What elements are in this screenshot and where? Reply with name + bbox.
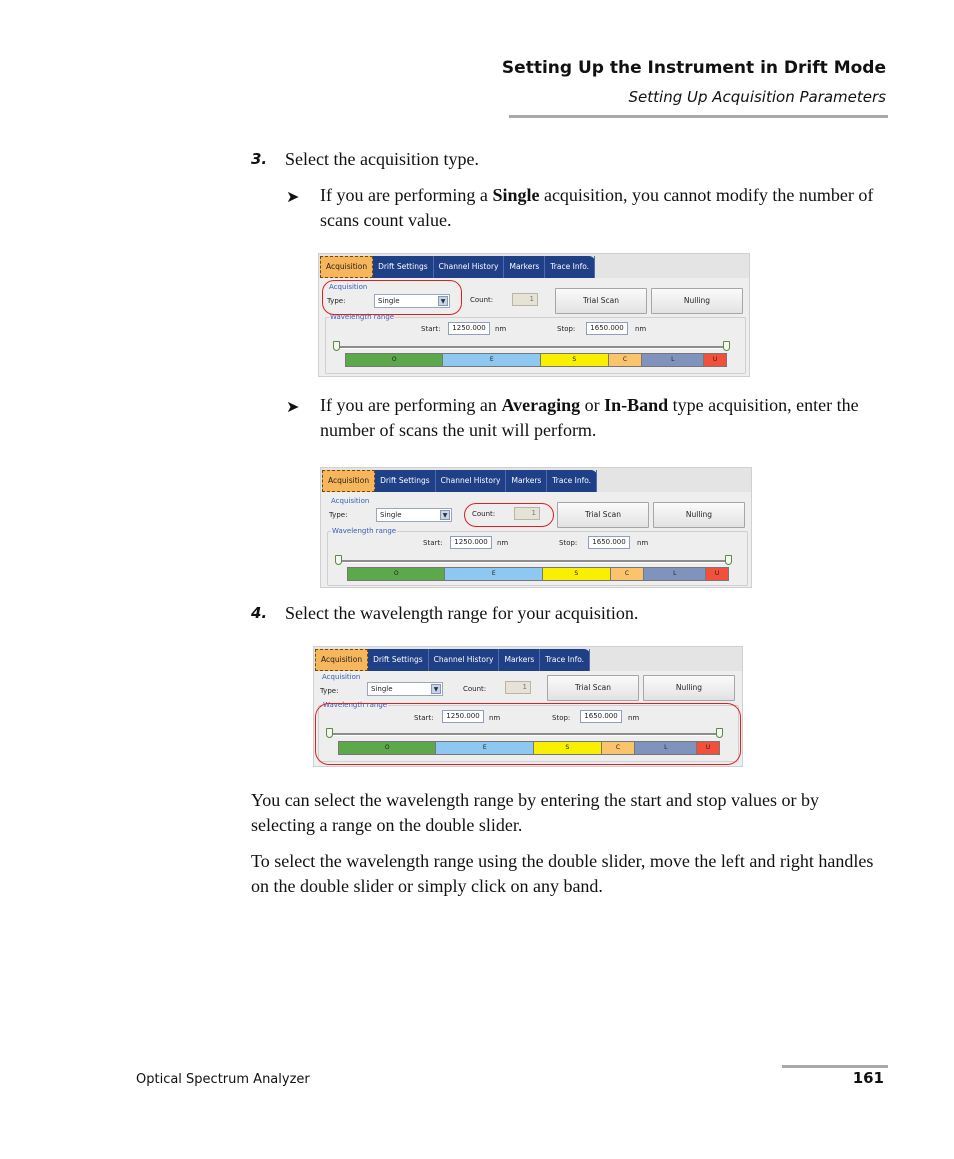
type-label: Type: [327, 297, 346, 305]
tab-markers[interactable]: Markers [499, 649, 540, 671]
band-o[interactable]: O [346, 354, 443, 366]
start-input[interactable]: 1250.000 [448, 322, 490, 335]
band-e[interactable]: E [443, 354, 540, 366]
tab-drift-settings[interactable]: Drift Settings [373, 256, 434, 278]
paragraph-range-methods: You can select the wavelength range by entering the start and stop values or by selecting a range on the double slider. [251, 790, 820, 835]
band-s[interactable]: S [534, 742, 602, 754]
stop-label: Stop: [557, 325, 576, 333]
type-select[interactable]: Single ▼ [376, 508, 452, 522]
slider-right-handle[interactable] [723, 341, 730, 351]
acquisition-group-label: Acquisition [329, 283, 368, 291]
tab-acquisition[interactable]: Acquisition [320, 256, 373, 278]
tab-acquisition[interactable]: Acquisition [322, 470, 375, 492]
tab-drift-settings[interactable]: Drift Settings [368, 649, 429, 671]
tab-acquisition[interactable]: Acquisition [315, 649, 368, 671]
running-header-subtitle: Setting Up Acquisition Parameters [628, 88, 886, 106]
band-bar[interactable] [345, 353, 727, 367]
stop-input[interactable]: 1650.000 [588, 536, 630, 549]
wavelength-group-label: Wavelength range [323, 701, 388, 709]
band-o[interactable]: O [348, 568, 445, 580]
count-label: Count: [470, 296, 494, 304]
start-unit: nm [489, 714, 501, 722]
start-label: Start: [414, 714, 434, 722]
footer-rule [782, 1065, 888, 1068]
screenshot-wavelength-range [313, 646, 743, 767]
stop-input[interactable]: 1650.000 [580, 710, 622, 723]
step-3-text: Select the acquisition type. [285, 149, 479, 169]
step-4-text: Select the wavelength range for your acquisition. [285, 603, 639, 623]
nulling-button[interactable]: Nulling [651, 288, 743, 314]
step-3-number: 3. [251, 150, 268, 168]
trial-scan-button[interactable]: Trial Scan [547, 675, 639, 701]
stop-label: Stop: [552, 714, 571, 722]
tab-trace-info[interactable]: Trace Info. [547, 470, 597, 492]
tab-bar [322, 470, 597, 492]
count-field[interactable]: 1 [514, 507, 540, 520]
slider-track[interactable] [339, 560, 729, 563]
bullet-single: If you are performing a Single acquisition, you cannot modify the number of scans count value. [320, 185, 874, 230]
start-label: Start: [421, 325, 441, 333]
running-header-title: Setting Up the Instrument in Drift Mode [501, 58, 886, 78]
tab-trace-info[interactable]: Trace Info. [545, 256, 595, 278]
band-e[interactable]: E [436, 742, 533, 754]
paragraph-double-slider: To select the wavelength range using the double slider, move the left and right handles on the double slider or simply click on any band. [251, 851, 874, 896]
band-l[interactable]: L [644, 568, 706, 580]
acquisition-group-label: Acquisition [322, 673, 361, 681]
count-label: Count: [472, 510, 496, 518]
type-label: Type: [320, 687, 339, 695]
band-c[interactable]: C [609, 354, 643, 366]
band-l[interactable]: L [635, 742, 697, 754]
start-label: Start: [423, 539, 443, 547]
nulling-button[interactable]: Nulling [643, 675, 735, 701]
bullet-averaging: If you are performing an Averaging or In-Band type acquisition, enter the number of scans the unit will perform. [320, 395, 859, 440]
start-input[interactable]: 1250.000 [450, 536, 492, 549]
stop-label: Stop: [559, 539, 578, 547]
nulling-button[interactable]: Nulling [653, 502, 745, 528]
chevron-down-icon: ▼ [440, 510, 450, 520]
type-select[interactable]: Single ▼ [367, 682, 443, 696]
trial-scan-button[interactable]: Trial Scan [555, 288, 647, 314]
step-4-number: 4. [251, 604, 268, 622]
wavelength-group-label: Wavelength range [332, 527, 397, 535]
slider-track[interactable] [337, 346, 727, 349]
tab-channel-history[interactable]: Channel History [436, 470, 507, 492]
band-l[interactable]: L [642, 354, 704, 366]
stop-input[interactable]: 1650.000 [586, 322, 628, 335]
highlight-circle [322, 280, 462, 315]
band-u[interactable]: U [704, 354, 726, 366]
bullet-arrow-icon: ➤ [286, 189, 300, 206]
band-s[interactable]: S [541, 354, 609, 366]
highlight-circle [315, 703, 741, 765]
type-label: Type: [329, 511, 348, 519]
stop-unit: nm [635, 325, 647, 333]
stop-unit: nm [628, 714, 640, 722]
tab-markers[interactable]: Markers [506, 470, 547, 492]
type-select[interactable]: Single ▼ [374, 294, 450, 308]
wavelength-group-label: Wavelength range [330, 313, 395, 321]
chevron-down-icon: ▼ [438, 296, 448, 306]
count-label: Count: [463, 685, 487, 693]
band-u[interactable]: U [706, 568, 728, 580]
band-c[interactable]: C [602, 742, 636, 754]
trial-scan-button[interactable]: Trial Scan [557, 502, 649, 528]
tab-markers[interactable]: Markers [504, 256, 545, 278]
band-o[interactable]: O [339, 742, 436, 754]
tab-bar [320, 256, 595, 278]
slider-left-handle[interactable] [333, 341, 340, 351]
slider-left-handle[interactable] [335, 555, 342, 565]
band-e[interactable]: E [445, 568, 542, 580]
start-unit: nm [497, 539, 509, 547]
tab-drift-settings[interactable]: Drift Settings [375, 470, 436, 492]
tab-trace-info[interactable]: Trace Info. [540, 649, 590, 671]
chevron-down-icon: ▼ [431, 684, 441, 694]
stop-unit: nm [637, 539, 649, 547]
band-s[interactable]: S [543, 568, 611, 580]
slider-right-handle[interactable] [725, 555, 732, 565]
band-bar[interactable] [347, 567, 729, 581]
page-number: 161 [852, 1069, 884, 1087]
acquisition-group-label: Acquisition [331, 497, 370, 505]
highlight-circle [464, 503, 554, 527]
band-c[interactable]: C [611, 568, 645, 580]
count-field: 1 [505, 681, 531, 694]
start-input[interactable]: 1250.000 [442, 710, 484, 723]
tab-channel-history[interactable]: Channel History [429, 649, 500, 671]
band-u[interactable]: U [697, 742, 719, 754]
tab-bar [315, 649, 590, 671]
header-rule [509, 115, 888, 118]
tab-channel-history[interactable]: Channel History [434, 256, 505, 278]
count-field: 1 [512, 293, 538, 306]
screenshot-acquisition-single [318, 253, 750, 377]
start-unit: nm [495, 325, 507, 333]
screenshot-acquisition-count [320, 467, 752, 588]
bullet-arrow-icon: ➤ [286, 399, 300, 416]
footer-doc-title: Optical Spectrum Analyzer [136, 1072, 310, 1087]
